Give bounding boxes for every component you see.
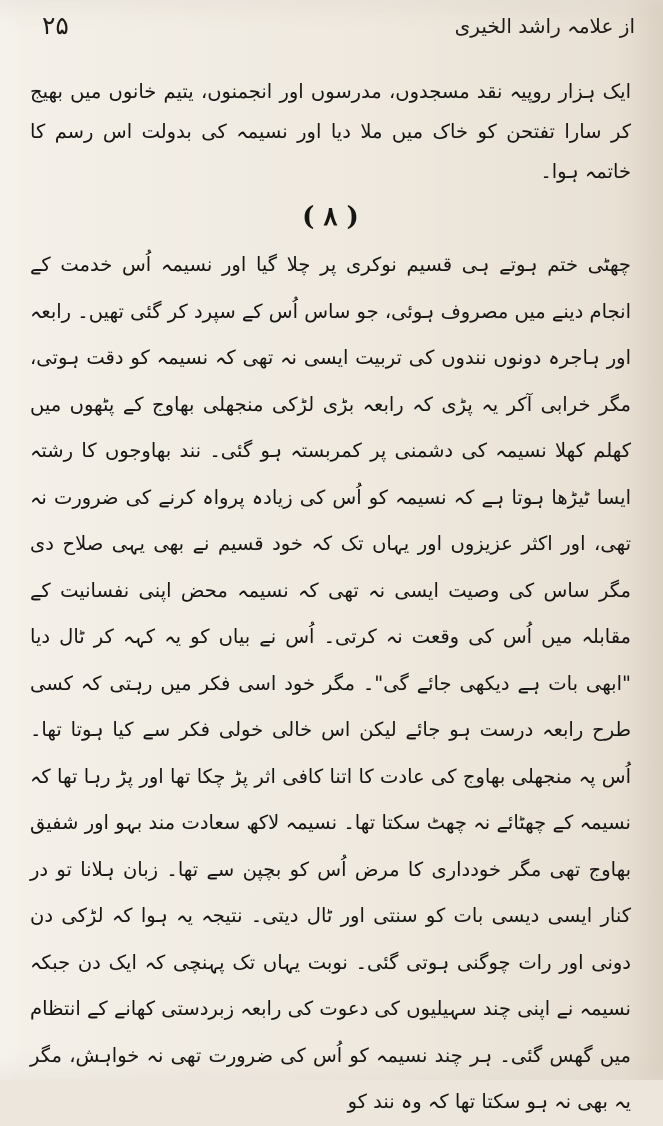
paragraph-opening: ایک ہزار روپیہ نقد مسجدوں، مدرسوں اور انجمنوں، یتیم خانوں میں بھیج کر سارا تفتحن کو خاک میں ملا دیا اور نسیمہ کی بدولت اس رسم کا خاتمہ ہوا۔ — [30, 80, 631, 183]
page-header — [30, 6, 635, 42]
page-text — [30, 72, 631, 1126]
section-number: ( ۸ ) — [302, 202, 359, 232]
paragraph-main: چھٹی ختم ہوتے ہی قسیم نوکری پر چلا گیا اور نسیمہ اُس خدمت کے انجام دینے میں مصروف ہوئی، جو ساس اُس کے سپرد کر گئی تھیں۔ رابعہ اور ہاجرہ دونوں نندوں کی تربیت ایسی نہ تھی کہ نسیمہ کو دقت ہوتی، مگر خرابی آکر یہ پڑی کہ رابعہ بڑی لڑکی منجھلی بھاوج کے پٹھوں میں کھلم کھلا نسیمہ کی دشمنی پر کمربستہ ہو گئی۔ نند بھاوجوں کا رشتہ ایسا ٹیڑھا ہوتا ہے کہ نسیمہ کو اُس کی زیادہ پرواہ کرنے کی ضرورت نہ تھی، اور اکثر عزیزوں اور یہاں تک کہ خود قسیم نے بھی یہی صلاح دی مگر ساس کی وصیت ایسی نہ تھی کہ نسیمہ محض اپنی نفسانیت کے مقابلہ میں اُس کی وقعت نہ کرتی۔ اُس نے بیاں کو یہ کہہ کر ٹال دیا "ابھی بات ہے دیکھی جائے گی"۔ مگر خود اسی فکر میں رہتی کہ کسی طرح رابعہ درست ہو جائے لیکن اس خالی خولی فکر سے کیا ہوتا تھا۔ اُس پہ منجھلی بھاوج کی عادت کا اتنا کافی اثر پڑ چکا تھا اور پڑ رہا تھا کہ نسیمہ کے چھٹائے نہ چھٹ سکتا تھا۔ نسیمہ لاکھ سعادت مند بہو اور شفیق بھاوج تھی مگر خودداری کا مرض اُس کو بچپن سے تھا۔ زبان ہلانا تو در کنار ایسی دیسی بات کو سنتی اور ٹال دیتی۔ نتیجہ یہ ہوا کہ لڑکی دن دونی اور رات چوگنی ہوتی گئی۔ نوبت یہاں تک پہنچی کہ ایک دن جبکہ نسیمہ نے اپنی چند سہیلیوں کی دعوت کی رابعہ زبردستی کھانے کے انتظام میں گھس گئی۔ ہر چند نسیمہ کو اُس کی ضرورت تھی نہ خواہش، مگر یہ بھی نہ ہو سکتا تھا کہ وہ نند کو — [30, 253, 631, 1113]
page-number: ۲۵ — [42, 11, 69, 40]
running-head: از علامہ راشد الخیری — [454, 14, 635, 38]
